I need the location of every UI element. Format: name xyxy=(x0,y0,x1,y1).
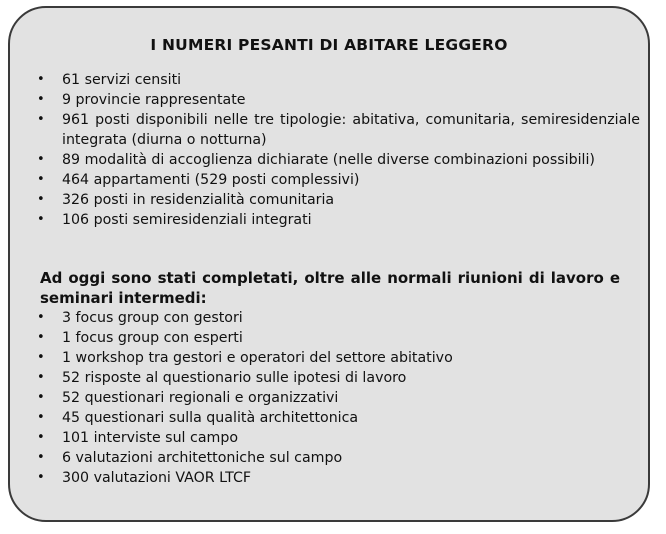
box-title: I NUMERI PESANTI DI ABITARE LEGGERO xyxy=(150,36,508,54)
bullet-icon: • xyxy=(37,152,45,167)
section-heading: Ad oggi sono stati completati, oltre alle normali riunioni di lavoro e seminari intermedi: xyxy=(40,269,620,307)
statistics-list xyxy=(10,70,640,230)
bullet-icon: • xyxy=(37,72,45,87)
bullet-icon: • xyxy=(37,390,45,405)
bullet-icon: • xyxy=(37,370,45,385)
summary-box xyxy=(8,6,650,522)
list-item: • 9 provincie rappresentate xyxy=(37,92,246,108)
bullet-icon: • xyxy=(37,310,45,325)
bullet-icon: • xyxy=(37,112,45,127)
list-item: • 89 modalità di accoglienza dichiarate (nelle diverse combinazioni possibili) xyxy=(37,152,595,168)
list-item: • 1 workshop tra gestori e operatori del settore abitativo xyxy=(37,350,453,366)
list-item: • 300 valutazioni VAOR LTCF xyxy=(37,470,252,486)
list-item: • 3 focus group con gestori xyxy=(37,310,243,326)
list-item: • 52 risposte al questionario sulle ipotesi di lavoro xyxy=(37,370,407,386)
list-item: • 61 servizi censiti xyxy=(37,72,182,88)
list-item: • 464 appartamenti (529 posti complessivi) xyxy=(37,172,360,188)
activities-list xyxy=(10,308,640,488)
bullet-icon: • xyxy=(37,172,45,187)
list-item: • 961 posti disponibili nelle tre tipologie: abitativa, comunitaria, semiresidenziale integrata (diurna o notturna) xyxy=(37,112,640,148)
list-item: • 6 valutazioni architettoniche sul campo xyxy=(37,450,343,466)
bullet-icon: • xyxy=(37,350,45,365)
bullet-icon: • xyxy=(37,212,45,227)
list-item: • 101 interviste sul campo xyxy=(37,430,239,446)
list-item: • 52 questionari regionali e organizzativi xyxy=(37,390,339,406)
list-item: • 326 posti in residenzialità comunitaria xyxy=(37,192,335,208)
bullet-icon: • xyxy=(37,470,45,485)
list-item: • 106 posti semiresidenziali integrati xyxy=(37,212,312,228)
list-item: • 45 questionari sulla qualità architettonica xyxy=(37,410,359,426)
bullet-icon: • xyxy=(37,92,45,107)
bullet-icon: • xyxy=(37,450,45,465)
bullet-icon: • xyxy=(37,410,45,425)
bullet-icon: • xyxy=(37,330,45,345)
bullet-icon: • xyxy=(37,192,45,207)
bullet-icon: • xyxy=(37,430,45,445)
list-item: • 1 focus group con esperti xyxy=(37,330,243,346)
